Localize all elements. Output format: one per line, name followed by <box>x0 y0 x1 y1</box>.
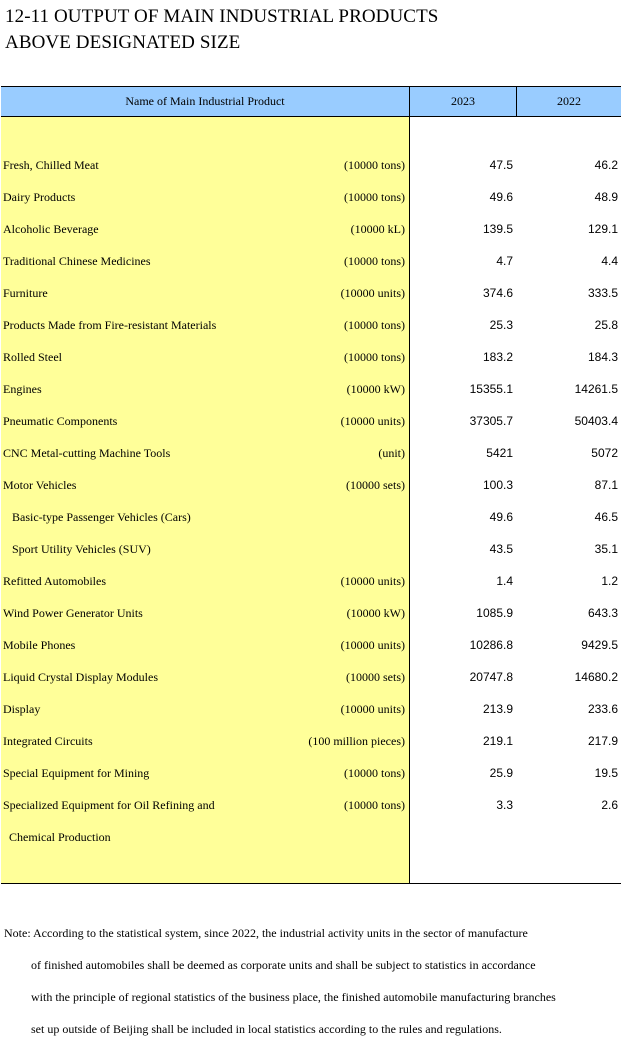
table-row <box>1 213 621 245</box>
unit-cell: (10000 units) <box>340 574 405 588</box>
unit-cell: (10000 units) <box>340 702 405 716</box>
value-2023-cell: 139.5 <box>482 222 513 236</box>
value-2023-cell: 5421 <box>486 446 513 460</box>
value-2023-cell: 37305.7 <box>469 414 513 428</box>
unit-cell: (10000 tons) <box>344 798 405 812</box>
unit-cell: (10000 kW) <box>346 382 405 396</box>
unit-cell: (10000 units) <box>340 638 405 652</box>
title-line-2: ABOVE DESIGNATED SIZE <box>5 32 241 53</box>
value-2023-cell: 374.6 <box>482 286 513 300</box>
product-name-cell: Basic-type Passenger Vehicles (Cars) <box>12 510 191 524</box>
value-2022-cell: 46.5 <box>594 510 618 524</box>
unit-cell: (10000 tons) <box>344 190 405 204</box>
column-divider-years <box>516 87 517 117</box>
table-row <box>1 597 621 629</box>
header-product-name: Name of Main Industrial Product <box>125 94 285 108</box>
products-table <box>1 86 621 884</box>
value-2023-cell: 10286.8 <box>469 638 513 652</box>
product-name-cell: CNC Metal-cutting Machine Tools <box>3 446 171 460</box>
table-row <box>1 181 621 213</box>
value-2023-cell: 25.9 <box>489 766 513 780</box>
unit-cell: (10000 sets) <box>346 670 405 684</box>
table-row <box>1 821 621 853</box>
value-2023-cell: 1.4 <box>496 574 513 588</box>
value-2023-cell: 47.5 <box>489 158 513 172</box>
footnote-line: of finished automobiles shall be deemed as corporate units and shall be subject to statistics in accordance <box>31 958 536 972</box>
value-2023-cell: 1085.9 <box>476 606 513 620</box>
header-year-2022: 2022 <box>557 94 581 108</box>
table-row <box>1 245 621 277</box>
footnote-line: Note: According to the statistical system, since 2022, the industrial activity units in the sector of manufacture <box>4 926 528 940</box>
product-name-cell: Display <box>3 702 41 716</box>
table-row <box>1 309 621 341</box>
product-name-cell: Furniture <box>3 286 48 300</box>
value-2022-cell: 35.1 <box>594 542 618 556</box>
unit-cell: (10000 sets) <box>346 478 405 492</box>
table-row <box>1 341 621 373</box>
unit-cell: (10000 tons) <box>344 158 405 172</box>
table-row <box>1 277 621 309</box>
table-row <box>1 725 621 757</box>
table-row <box>1 149 621 181</box>
product-name-cell: Fresh, Chilled Meat <box>3 158 99 172</box>
table-row <box>1 437 621 469</box>
value-2023-cell: 15355.1 <box>469 382 513 396</box>
value-2022-cell: 5072 <box>591 446 618 460</box>
product-name-cell: Wind Power Generator Units <box>3 606 143 620</box>
value-2023-cell: 20747.8 <box>469 670 513 684</box>
unit-cell: (10000 tons) <box>344 318 405 332</box>
value-2022-cell: 217.9 <box>587 734 618 748</box>
product-name-cell: Traditional Chinese Medicines <box>3 254 151 268</box>
value-2022-cell: 184.3 <box>587 350 618 364</box>
table-row <box>1 373 621 405</box>
value-2023-cell: 43.5 <box>489 542 513 556</box>
table-row <box>1 629 621 661</box>
title-line-1: 12-11 OUTPUT OF MAIN INDUSTRIAL PRODUCTS <box>5 6 439 27</box>
value-2022-cell: 2.6 <box>601 798 618 812</box>
value-2022-cell: 4.4 <box>601 254 618 268</box>
footnote-line: with the principle of regional statistics of the business place, the finished automobile manufacturing branches <box>31 990 556 1004</box>
value-2022-cell: 333.5 <box>587 286 618 300</box>
value-2022-cell: 46.2 <box>594 158 618 172</box>
product-name-cell: Integrated Circuits <box>3 734 93 748</box>
value-2023-cell: 49.6 <box>489 510 513 524</box>
value-2022-cell: 129.1 <box>587 222 618 236</box>
unit-cell: (10000 tons) <box>344 350 405 364</box>
unit-cell: (10000 tons) <box>344 254 405 268</box>
product-name-cell: Liquid Crystal Display Modules <box>3 670 158 684</box>
value-2022-cell: 9429.5 <box>581 638 618 652</box>
product-name-cell: Motor Vehicles <box>3 478 77 492</box>
table-row <box>1 693 621 725</box>
unit-cell: (100 million pieces) <box>308 734 405 748</box>
product-name-cell: Dairy Products <box>3 190 76 204</box>
unit-cell: (10000 tons) <box>344 766 405 780</box>
product-name-cell: Specialized Equipment for Oil Refining and <box>3 798 215 812</box>
unit-cell: (10000 kL) <box>350 222 405 236</box>
value-2023-cell: 213.9 <box>482 702 513 716</box>
table-row <box>1 757 621 789</box>
product-name-cell: Alcoholic Beverage <box>3 222 99 236</box>
value-2023-cell: 183.2 <box>482 350 513 364</box>
page-title <box>5 4 605 56</box>
value-2022-cell: 50403.4 <box>574 414 618 428</box>
product-name-cell: Mobile Phones <box>3 638 76 652</box>
value-2022-cell: 233.6 <box>587 702 618 716</box>
product-name-cell: Products Made from Fire-resistant Materials <box>3 318 217 332</box>
value-2023-cell: 219.1 <box>482 734 513 748</box>
header-year-2023: 2023 <box>451 94 475 108</box>
table-row <box>1 789 621 821</box>
value-2023-cell: 4.7 <box>496 254 513 268</box>
product-name-cell: Pneumatic Components <box>3 414 118 428</box>
value-2023-cell: 3.3 <box>496 798 513 812</box>
value-2023-cell: 100.3 <box>482 478 513 492</box>
product-name-cell: Refitted Automobiles <box>3 574 106 588</box>
table-row <box>1 501 621 533</box>
table-row <box>1 469 621 501</box>
product-name-cell: Rolled Steel <box>3 350 62 364</box>
unit-cell: (unit) <box>378 446 405 460</box>
table-header <box>1 87 621 117</box>
value-2023-cell: 25.3 <box>489 318 513 332</box>
value-2022-cell: 14680.2 <box>574 670 618 684</box>
footnote-line: set up outside of Beijing shall be included in local statistics according to the rules and regulations. <box>31 1022 502 1036</box>
value-2023-cell: 49.6 <box>489 190 513 204</box>
unit-cell: (10000 units) <box>340 414 405 428</box>
table-row <box>1 533 621 565</box>
value-2022-cell: 87.1 <box>594 478 618 492</box>
unit-cell: (10000 kW) <box>346 606 405 620</box>
product-name-cell: Engines <box>3 382 42 396</box>
product-name-cell: Special Equipment for Mining <box>3 766 150 780</box>
value-2022-cell: 1.2 <box>601 574 618 588</box>
value-2022-cell: 19.5 <box>594 766 618 780</box>
value-2022-cell: 643.3 <box>587 606 618 620</box>
footnote <box>4 917 618 1045</box>
product-name-cell: Chemical Production <box>9 830 111 844</box>
value-2022-cell: 25.8 <box>594 318 618 332</box>
product-name-cell: Sport Utility Vehicles (SUV) <box>12 542 151 556</box>
table-row <box>1 661 621 693</box>
table-row <box>1 565 621 597</box>
unit-cell: (10000 units) <box>340 286 405 300</box>
value-2022-cell: 48.9 <box>594 190 618 204</box>
table-row <box>1 405 621 437</box>
value-2022-cell: 14261.5 <box>574 382 618 396</box>
